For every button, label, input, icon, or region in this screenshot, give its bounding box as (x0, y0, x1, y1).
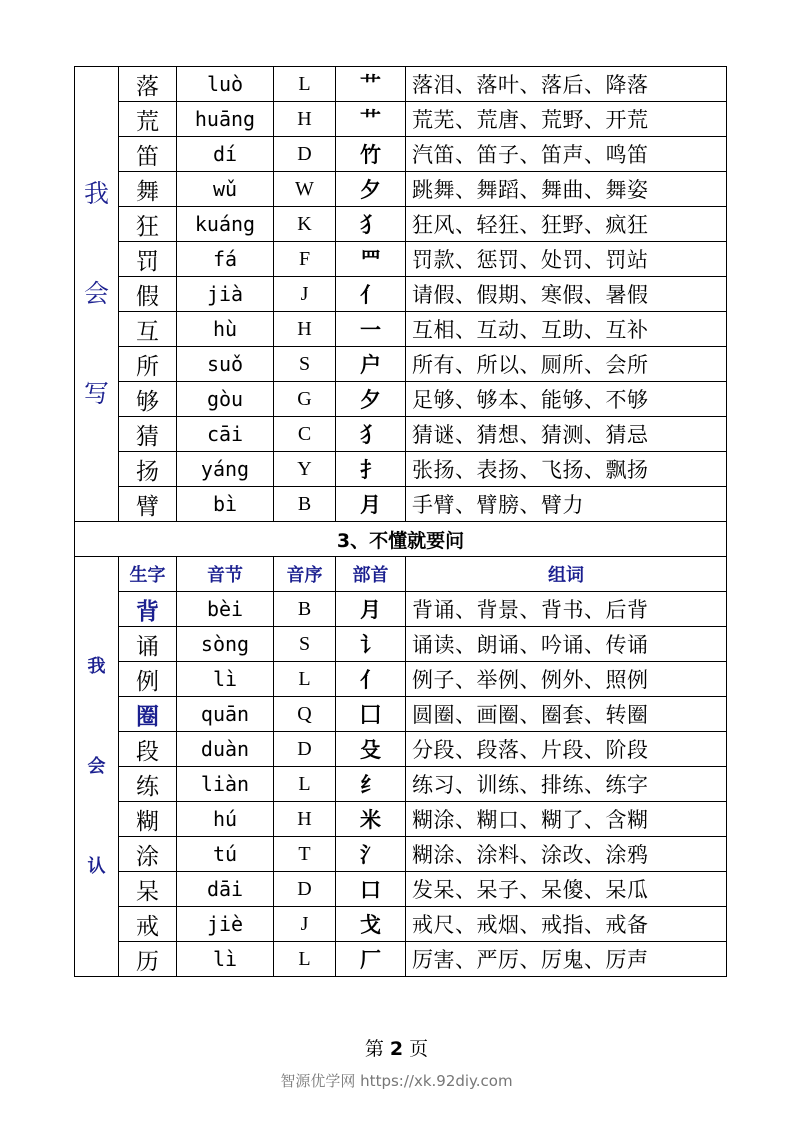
character: 段 (119, 732, 177, 767)
word-list: 糊涂、糊口、糊了、含糊 (406, 802, 727, 837)
pinyin: jiè (177, 907, 274, 942)
character: 罚 (119, 242, 177, 277)
section-title: 3、不懂就要问 (75, 522, 727, 557)
radical: 夕 (336, 172, 406, 207)
radical: 厂 (336, 942, 406, 977)
table-row (75, 802, 727, 837)
character: 舞 (119, 172, 177, 207)
word-list: 糊涂、涂料、涂改、涂鸦 (406, 837, 727, 872)
word-list: 荒芜、荒唐、荒野、开荒 (406, 102, 727, 137)
table-row (75, 207, 727, 242)
pinyin: cāi (177, 417, 274, 452)
word-list: 手臂、臂膀、臂力 (406, 487, 727, 522)
character: 涂 (119, 837, 177, 872)
radical: 亻 (336, 277, 406, 312)
table-row (75, 382, 727, 417)
radical: 米 (336, 802, 406, 837)
header-initial: 音序 (274, 557, 336, 592)
character: 笛 (119, 137, 177, 172)
word-list: 罚款、惩罚、处罚、罚站 (406, 242, 727, 277)
character: 扬 (119, 452, 177, 487)
character: 圈 (119, 697, 177, 732)
pinyin: wǔ (177, 172, 274, 207)
side-label-char: 我 (83, 179, 109, 208)
radical: 扌 (336, 452, 406, 487)
recognize-section-body (75, 557, 727, 977)
radical: 月 (336, 592, 406, 627)
table-row (75, 837, 727, 872)
pinyin: hù (177, 312, 274, 347)
side-label-char: 认 (87, 855, 106, 877)
write-section-body (75, 67, 727, 522)
initial-letter: H (274, 802, 336, 837)
radical: 夕 (336, 382, 406, 417)
pinyin: lì (177, 662, 274, 697)
radical: 口 (336, 872, 406, 907)
pinyin: jià (177, 277, 274, 312)
pinyin: dāi (177, 872, 274, 907)
pinyin: luò (177, 67, 274, 102)
header-words: 组词 (406, 557, 727, 592)
initial-letter: H (274, 102, 336, 137)
page-footer (0, 1034, 793, 1061)
word-list: 练习、训练、排练、练字 (406, 767, 727, 802)
side-label-char: 写 (83, 379, 109, 408)
word-list: 所有、所以、厕所、会所 (406, 347, 727, 382)
pinyin: suǒ (177, 347, 274, 382)
pinyin: bì (177, 487, 274, 522)
table-row (75, 102, 727, 137)
table-row (75, 452, 727, 487)
initial-letter: C (274, 417, 336, 452)
initial-letter: L (274, 942, 336, 977)
table-row (75, 592, 727, 627)
pinyin: dí (177, 137, 274, 172)
side-label-recognize (75, 557, 119, 977)
initial-letter: L (274, 67, 336, 102)
initial-letter: F (274, 242, 336, 277)
radical: 艹 (336, 67, 406, 102)
radical: 讠 (336, 627, 406, 662)
initial-letter: T (274, 837, 336, 872)
initial-letter: S (274, 627, 336, 662)
initial-letter: D (274, 872, 336, 907)
radical: 犭 (336, 207, 406, 242)
table-row (75, 312, 727, 347)
radical: 户 (336, 347, 406, 382)
radical: 殳 (336, 732, 406, 767)
table-row (75, 627, 727, 662)
word-list: 互相、互动、互助、互补 (406, 312, 727, 347)
character: 例 (119, 662, 177, 697)
watermark: 智源优学网 https://xk.92diy.com (280, 1072, 513, 1090)
word-list: 圆圈、画圈、圈套、转圈 (406, 697, 727, 732)
table-row (75, 487, 727, 522)
initial-letter: J (274, 277, 336, 312)
character: 臂 (119, 487, 177, 522)
character: 互 (119, 312, 177, 347)
table-row (75, 732, 727, 767)
radical: 囗 (336, 697, 406, 732)
word-list: 落泪、落叶、落后、降落 (406, 67, 727, 102)
initial-letter: B (274, 592, 336, 627)
radical: 一 (336, 312, 406, 347)
radical: 纟 (336, 767, 406, 802)
side-label-char: 我 (87, 655, 106, 677)
character: 戒 (119, 907, 177, 942)
table-row (75, 172, 727, 207)
table-row (75, 662, 727, 697)
pinyin: bèi (177, 592, 274, 627)
header-radical: 部首 (336, 557, 406, 592)
table-row (75, 347, 727, 382)
page-prefix: 第 (364, 1038, 384, 1060)
initial-letter: H (274, 312, 336, 347)
word-list: 足够、够本、能够、不够 (406, 382, 727, 417)
character: 够 (119, 382, 177, 417)
radical: 戈 (336, 907, 406, 942)
initial-letter: B (274, 487, 336, 522)
side-label-char: 会 (83, 279, 109, 308)
word-list: 戒尺、戒烟、戒指、戒备 (406, 907, 727, 942)
pinyin: yáng (177, 452, 274, 487)
table-row (75, 767, 727, 802)
word-list: 厉害、严厉、厉鬼、厉声 (406, 942, 727, 977)
character: 呆 (119, 872, 177, 907)
character: 背 (119, 592, 177, 627)
pinyin: hú (177, 802, 274, 837)
radical: 犭 (336, 417, 406, 452)
character: 狂 (119, 207, 177, 242)
initial-letter: G (274, 382, 336, 417)
character: 历 (119, 942, 177, 977)
page-number: 2 (389, 1038, 404, 1060)
initial-letter: L (274, 767, 336, 802)
pinyin: lì (177, 942, 274, 977)
section-title-row (75, 522, 727, 557)
table-row (75, 697, 727, 732)
table-row (75, 872, 727, 907)
pinyin: quān (177, 697, 274, 732)
pinyin: tú (177, 837, 274, 872)
word-list: 发呆、呆子、呆傻、呆瓜 (406, 872, 727, 907)
radical: 罒 (336, 242, 406, 277)
word-list: 背诵、背景、背书、后背 (406, 592, 727, 627)
initial-letter: W (274, 172, 336, 207)
table-row (75, 417, 727, 452)
word-list: 分段、段落、片段、阶段 (406, 732, 727, 767)
pinyin: huāng (177, 102, 274, 137)
character: 猜 (119, 417, 177, 452)
word-list: 张扬、表扬、飞扬、飘扬 (406, 452, 727, 487)
character-table (74, 66, 727, 977)
initial-letter: L (274, 662, 336, 697)
pinyin: liàn (177, 767, 274, 802)
radical: 艹 (336, 102, 406, 137)
table-row (75, 277, 727, 312)
pinyin: duàn (177, 732, 274, 767)
initial-letter: D (274, 732, 336, 767)
word-list: 汽笛、笛子、笛声、鸣笛 (406, 137, 727, 172)
word-list: 诵读、朗诵、吟诵、传诵 (406, 627, 727, 662)
character: 糊 (119, 802, 177, 837)
column-header-row (75, 557, 727, 592)
side-label-char: 会 (87, 755, 106, 777)
initial-letter: S (274, 347, 336, 382)
table-row (75, 67, 727, 102)
word-list: 狂风、轻狂、狂野、疯狂 (406, 207, 727, 242)
side-label-write (75, 67, 119, 522)
initial-letter: D (274, 137, 336, 172)
page-suffix: 页 (409, 1038, 429, 1060)
word-list: 请假、假期、寒假、暑假 (406, 277, 727, 312)
header-char: 生字 (119, 557, 177, 592)
initial-letter: K (274, 207, 336, 242)
table-row (75, 907, 727, 942)
character: 假 (119, 277, 177, 312)
initial-letter: Y (274, 452, 336, 487)
table-row (75, 137, 727, 172)
radical: 月 (336, 487, 406, 522)
initial-letter: Q (274, 697, 336, 732)
character: 所 (119, 347, 177, 382)
initial-letter: J (274, 907, 336, 942)
character: 荒 (119, 102, 177, 137)
character: 落 (119, 67, 177, 102)
word-list: 跳舞、舞蹈、舞曲、舞姿 (406, 172, 727, 207)
table-row (75, 942, 727, 977)
table-row (75, 242, 727, 277)
word-list: 猜谜、猜想、猜测、猜忌 (406, 417, 727, 452)
pinyin: kuáng (177, 207, 274, 242)
pinyin: fá (177, 242, 274, 277)
word-list: 例子、举例、例外、照例 (406, 662, 727, 697)
radical: 亻 (336, 662, 406, 697)
pinyin: gòu (177, 382, 274, 417)
character: 诵 (119, 627, 177, 662)
radical: 氵 (336, 837, 406, 872)
radical: 竹 (336, 137, 406, 172)
pinyin: sòng (177, 627, 274, 662)
character: 练 (119, 767, 177, 802)
header-pinyin: 音节 (177, 557, 274, 592)
